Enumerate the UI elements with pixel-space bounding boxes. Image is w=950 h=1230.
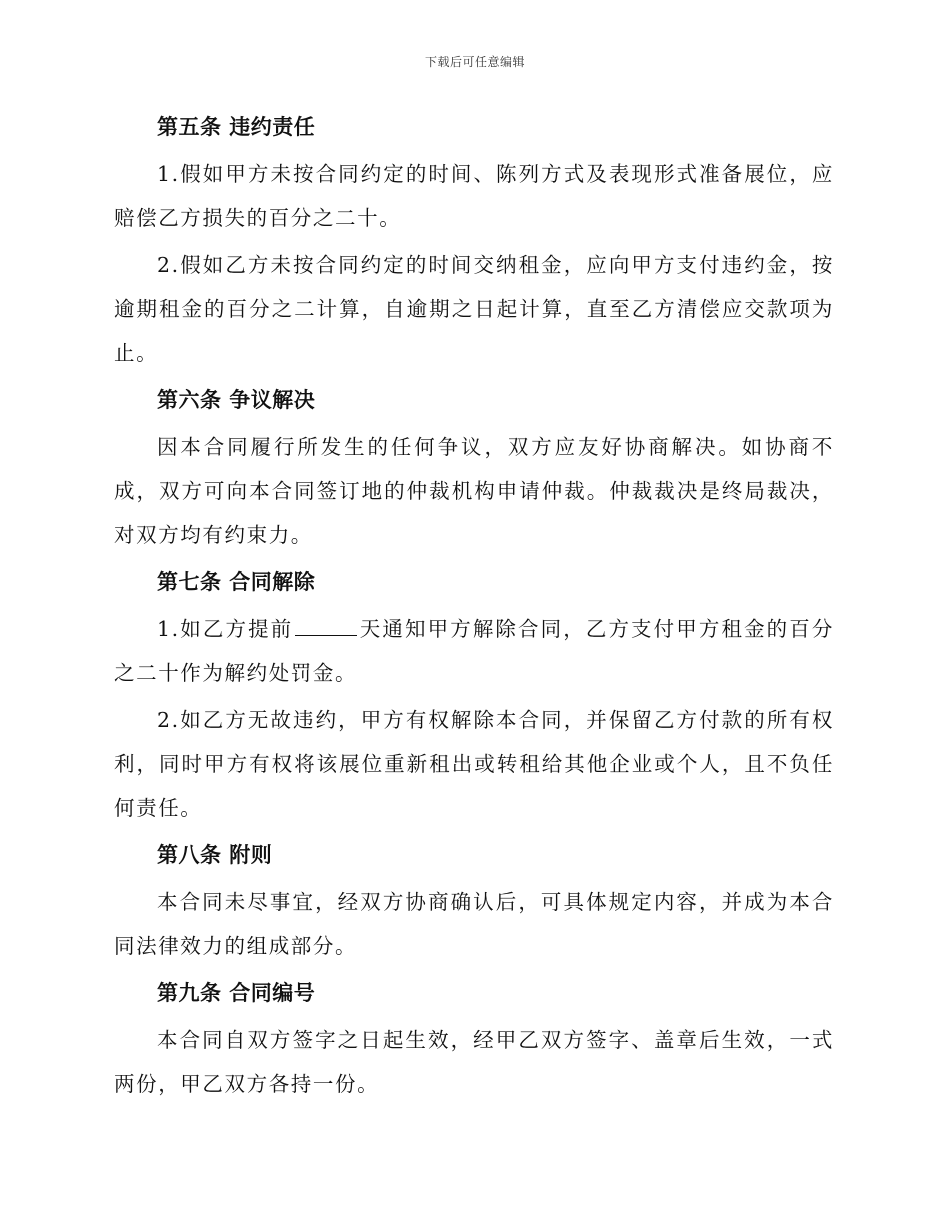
section-breach-liability (114, 105, 834, 378)
section-paragraph: 1.假如甲方未按合同约定的时间、陈列方式及表现形式准备展位，应赔偿乙方损失的百分之二十。 (114, 162, 834, 230)
section-heading: 第八条 附则 (157, 843, 273, 867)
paragraph-text-after-blank: 天通知甲方解除合同，乙方支付甲方租金的百分之二十作为解约处罚金。 (114, 617, 834, 685)
fill-in-blank[interactable] (295, 617, 357, 636)
section-heading: 第七条 合同解除 (157, 570, 316, 594)
section-contract-termination (114, 560, 834, 833)
document-body (114, 105, 834, 1106)
section-paragraph-with-blank (114, 607, 834, 695)
section-supplementary-provisions (114, 833, 834, 971)
page-header: 下载后可任意编辑 (424, 55, 525, 69)
paragraph-text-before-blank: 1.如乙方提前 (157, 617, 294, 641)
section-heading: 第九条 合同编号 (157, 981, 316, 1005)
section-contract-number (114, 971, 834, 1106)
section-paragraph: 2.假如乙方未按合同约定的时间交纳租金，应向甲方支付违约金，按逾期租金的百分之二计算，自逾期之日起计算，直至乙方清偿应交款项为止。 (114, 253, 834, 365)
section-paragraph: 本合同自双方签字之日起生效，经甲乙双方签字、盖章后生效，一式两份，甲乙双方各持一份。 (114, 1028, 834, 1096)
section-paragraph: 2.如乙方无故违约，甲方有权解除本合同，并保留乙方付款的所有权利，同时甲方有权将该展位重新租出或转租给其他企业或个人，且不负任何责任。 (114, 708, 834, 820)
section-paragraph: 因本合同履行所发生的任何争议，双方应友好协商解决。如协商不成，双方可向本合同签订地的仲裁机构申请仲裁。仲裁裁决是终局裁决，对双方均有约束力。 (114, 435, 834, 547)
section-dispute-resolution (114, 378, 834, 560)
section-paragraph: 本合同未尽事宜，经双方协商确认后，可具体规定内容，并成为本合同法律效力的组成部分。 (114, 890, 834, 958)
section-heading: 第六条 争议解决 (157, 388, 316, 412)
section-heading: 第五条 违约责任 (157, 115, 316, 139)
